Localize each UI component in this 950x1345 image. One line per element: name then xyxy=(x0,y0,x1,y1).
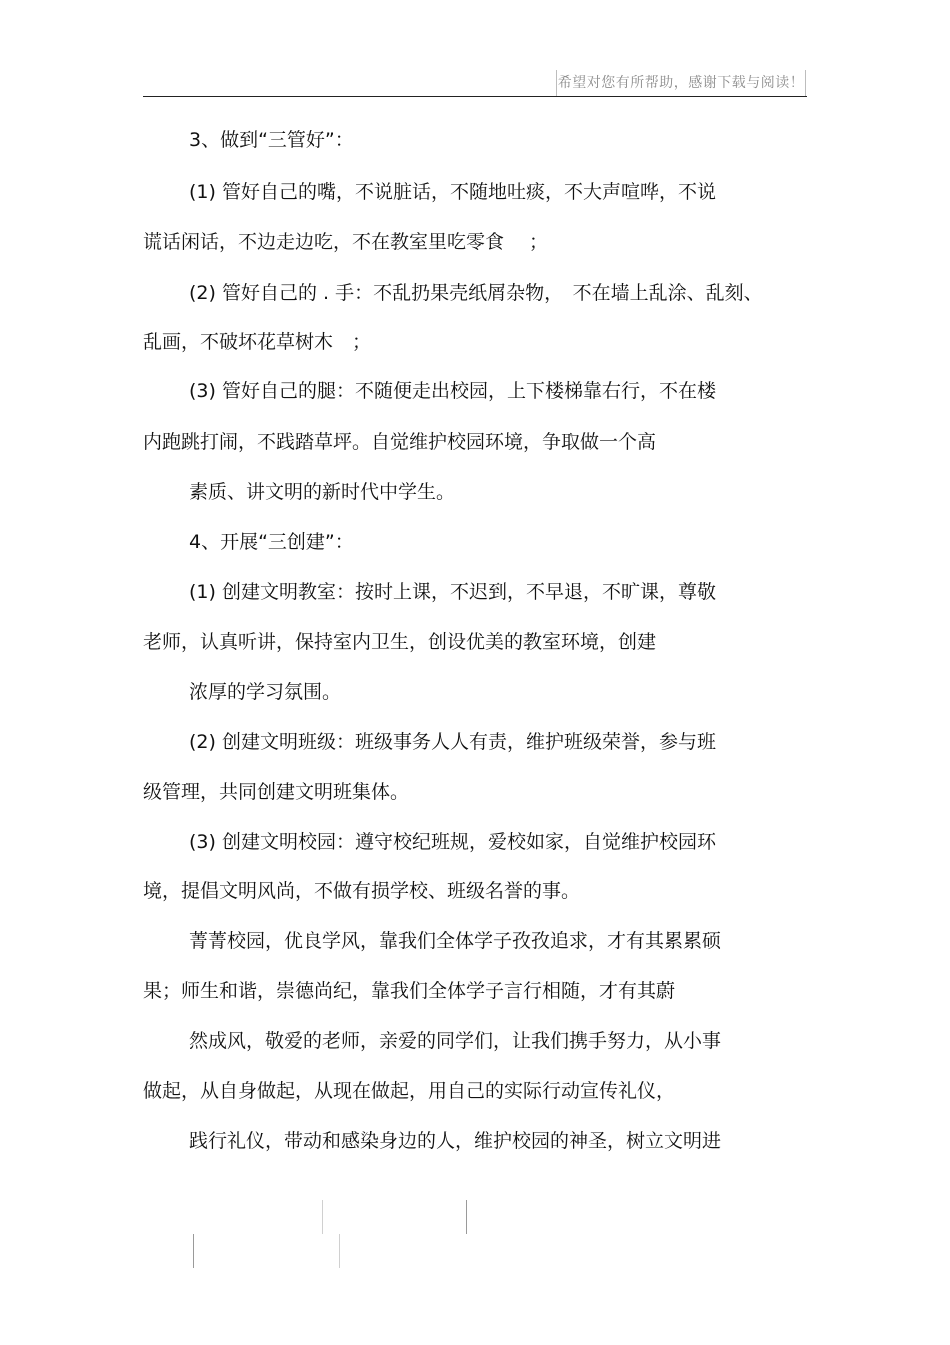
text-line: 内跑跳打闹，不践踏草坪。自觉维护校园环境，争取做一个高 xyxy=(143,431,657,453)
scan-mark xyxy=(466,1200,467,1234)
text-line: (2) 管好自己的 . 手：不乱扔果壳纸屑杂物， 不在墙上乱涂、乱刻、 xyxy=(189,282,763,304)
text-line: 境，提倡文明风尚，不做有损学校、班级名誉的事。 xyxy=(143,880,581,902)
text-line: (3) 创建文明校园：遵守校纪班规，爱校如家，自觉维护校园环 xyxy=(189,831,716,853)
scan-mark xyxy=(322,1200,323,1234)
text-line: 素质、讲文明的新时代中学生。 xyxy=(189,481,456,503)
text-line: 谎话闲话，不边走边吃，不在教室里吃零食 ； xyxy=(143,231,549,253)
text-line: (1) 管好自己的嘴，不说脏话，不随地吐痰，不大声喧哗，不说 xyxy=(189,181,716,203)
text-line: (2) 创建文明班级：班级事务人人有责，维护班级荣誉，参与班 xyxy=(189,731,716,753)
header-text: 希望对您有所帮助，感谢下载与阅读！ xyxy=(557,75,805,91)
text-line: 浓厚的学习氛围。 xyxy=(189,681,342,703)
text-line: 级管理，共同创建文明班集体。 xyxy=(143,781,410,803)
text-line: 老师，认真听讲，保持室内卫生，创设优美的教室环境，创建 xyxy=(143,631,657,653)
text-line: 践行礼仪，带动和感染身边的人，维护校园的神圣，树立文明进 xyxy=(189,1130,722,1152)
text-line: (3) 管好自己的腿：不随便走出校园，上下楼梯靠右行，不在楼 xyxy=(189,380,716,402)
text-line: 做起，从自身做起，从现在做起，用自己的实际行动宣传礼仪， xyxy=(143,1080,676,1102)
text-line: 3、做到“三管好”： xyxy=(189,129,354,151)
page-header-note xyxy=(556,70,806,96)
text-line: 4、开展“三创建”： xyxy=(189,531,354,553)
header-divider xyxy=(143,96,807,97)
scan-mark xyxy=(339,1234,340,1268)
text-line: 然成风，敬爱的老师，亲爱的同学们，让我们携手努力，从小事 xyxy=(189,1030,722,1052)
scan-mark xyxy=(193,1234,194,1268)
text-line: (1) 创建文明教室：按时上课，不迟到，不早退，不旷课，尊敬 xyxy=(189,581,716,603)
text-line: 果；师生和谐，崇德尚纪，靠我们全体学子言行相随，才有其蔚 xyxy=(143,980,676,1002)
text-line: 菁菁校园，优良学风，靠我们全体学子孜孜追求，才有其累累硕 xyxy=(189,930,722,952)
text-line: 乱画，不破坏花草树木 ； xyxy=(143,331,372,353)
